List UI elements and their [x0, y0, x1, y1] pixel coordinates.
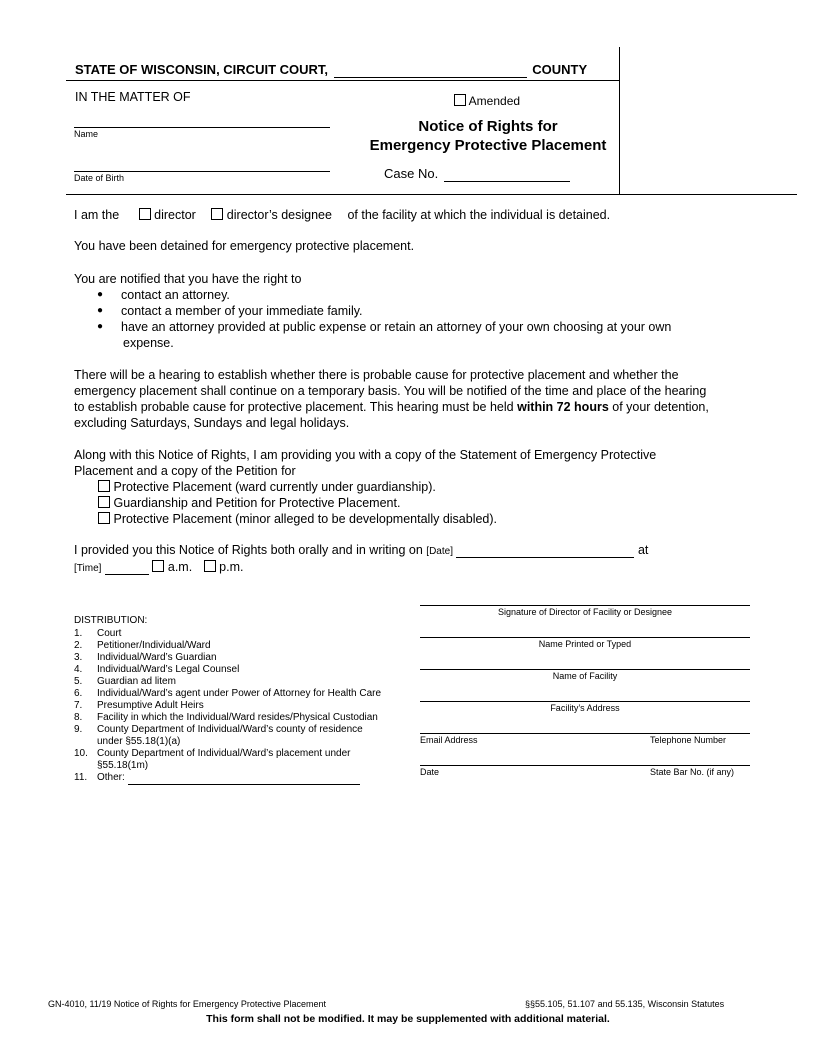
- hearing-deadline: within 72 hours: [517, 400, 609, 414]
- protective-placement-minor-checkbox[interactable]: [98, 512, 110, 524]
- hearing-line-4: excluding Saturdays, Sundays and legal holidays.: [74, 416, 350, 430]
- title-line-2: Emergency Protective Placement: [369, 137, 607, 154]
- date-bar-field[interactable]: [420, 765, 750, 766]
- rights-item: ● have an attorney provided at public expense or retain an attorney of your own choosing at your own: [97, 320, 672, 334]
- designee-label: director’s designee: [226, 208, 332, 222]
- provided-text: I provided you this Notice of Rights both orally and in writing on: [74, 543, 423, 557]
- at-label: at: [637, 543, 649, 557]
- distribution-list: [74, 615, 414, 785]
- detained-text: You have been detained for emergency protective placement.: [74, 239, 415, 253]
- county-label: COUNTY: [532, 62, 588, 77]
- name-field[interactable]: [74, 127, 330, 128]
- amended-option: [454, 94, 520, 108]
- signature-field[interactable]: [420, 605, 750, 606]
- petition-option: Protective Placement (minor alleged to be developmentally disabled).: [74, 511, 656, 527]
- distribution-item: 7. Presumptive Adult Heirs: [74, 700, 204, 711]
- title-line-1: Notice of Rights for: [418, 118, 558, 135]
- email-label: Email Address: [420, 735, 478, 745]
- footer-notice: This form shall not be modified. It may be supplemented with additional material.: [206, 1013, 610, 1025]
- county-field[interactable]: [334, 62, 527, 78]
- i-am-the-label: I am the: [74, 208, 120, 222]
- name-printed-field[interactable]: [420, 637, 750, 638]
- email-phone-field[interactable]: [420, 733, 750, 734]
- date-bracket-label: [Date]: [426, 546, 453, 557]
- dob-field[interactable]: [74, 171, 330, 172]
- role-line: [74, 208, 610, 222]
- am-checkbox[interactable]: [152, 560, 164, 572]
- director-label: director: [154, 208, 196, 222]
- am-label: a.m.: [167, 560, 193, 574]
- facility-address-label: Facility’s Address: [550, 703, 620, 713]
- facility-name-field[interactable]: [420, 669, 750, 670]
- protective-placement-ward-checkbox[interactable]: [98, 480, 110, 492]
- distribution-item: 3. Individual/Ward’s Guardian: [74, 652, 217, 663]
- name-printed-label: Name Printed or Typed: [538, 639, 632, 649]
- footer-statutes: §§55.105, 51.107 and 55.135, Wisconsin Statutes: [525, 999, 725, 1009]
- in-matter-label: IN THE MATTER OF: [75, 90, 191, 104]
- distribution-item: 1. Court: [74, 628, 122, 639]
- hearing-line-3: to establish probable cause for protective placement. This hearing must be held within 72 hours of your detention,: [74, 400, 709, 414]
- guardianship-checkbox[interactable]: [98, 496, 110, 508]
- distribution-heading: DISTRIBUTION:: [74, 615, 148, 626]
- form-title: [350, 117, 626, 155]
- distribution-item: 8. Facility in which the Individual/Ward resides/Physical Custodian: [74, 712, 378, 723]
- other-field[interactable]: [128, 772, 360, 785]
- hearing-paragraph: [74, 367, 709, 431]
- distribution-item: 6. Individual/Ward’s agent under Power of Attorney for Health Care: [74, 688, 382, 699]
- time-line: [74, 560, 243, 575]
- distribution-item: §55.18(1m): [97, 760, 149, 771]
- caption-rule: [66, 80, 619, 81]
- petition-option: Guardianship and Petition for Protective Placement.: [74, 495, 656, 511]
- rights-lead: You are notified that you have the right to: [74, 272, 302, 286]
- distribution-item: 5. Guardian ad litem: [74, 676, 176, 687]
- provided-date-field[interactable]: [456, 543, 634, 558]
- copies-line-1: Along with this Notice of Rights, I am providing you with a copy of the Statement of Emergency Protective: [74, 448, 657, 462]
- rights-item: ● contact a member of your immediate family.: [97, 304, 363, 318]
- designee-checkbox[interactable]: [211, 208, 223, 220]
- facility-text: of the facility at which the individual is detained.: [347, 208, 611, 222]
- facility-name-label: Name of Facility: [552, 671, 618, 681]
- director-checkbox[interactable]: [139, 208, 151, 220]
- copies-line-2: Placement and a copy of the Petition for: [74, 464, 296, 478]
- case-no: [384, 166, 570, 182]
- case-no-label: Case No.: [384, 166, 439, 181]
- case-no-field[interactable]: [444, 166, 570, 182]
- state-court-label: STATE OF WISCONSIN, CIRCUIT COURT,: [75, 62, 329, 77]
- rights-section: [74, 271, 754, 351]
- header-bottom-rule: [66, 194, 797, 195]
- amended-label: Amended: [468, 94, 521, 108]
- rights-item: ● contact an attorney.: [97, 288, 230, 302]
- provided-line: [74, 543, 648, 558]
- dob-label: Date of Birth: [74, 173, 125, 183]
- amended-checkbox[interactable]: [454, 94, 466, 106]
- pm-checkbox[interactable]: [204, 560, 216, 572]
- hearing-line-2: emergency placement shall continue on a temporary basis. You will be notified of the time and place of the hearing: [74, 384, 707, 398]
- signature-label: Signature of Director of Facility or Designee: [497, 607, 673, 617]
- footer-form-id: GN-4010, 11/19 Notice of Rights for Emergency Protective Placement: [48, 999, 326, 1009]
- distribution-item: 9. County Department of Individual/Ward’s county of residence: [74, 724, 363, 735]
- distribution-item-other: 11. Other:: [74, 772, 414, 785]
- distribution-item: 10. County Department of Individual/Ward’s placement under: [74, 748, 351, 759]
- distribution-item: 4. Individual/Ward’s Legal Counsel: [74, 664, 240, 675]
- provided-time-field[interactable]: [105, 560, 149, 575]
- rights-item-continued: expense.: [123, 336, 174, 350]
- court-caption: [75, 62, 587, 78]
- petition-option: Protective Placement (ward currently under guardianship).: [74, 479, 656, 495]
- hearing-line-1: There will be a hearing to establish whether there is probable cause for protective placement and whether the: [74, 368, 679, 382]
- distribution-item: 2. Petitioner/Individual/Ward: [74, 640, 211, 651]
- facility-address-field[interactable]: [420, 701, 750, 702]
- name-label: Name: [74, 129, 99, 139]
- phone-label: Telephone Number: [650, 735, 727, 745]
- bar-label: State Bar No. (if any): [650, 767, 735, 777]
- time-bracket-label: [Time]: [74, 563, 102, 574]
- copies-paragraph: [74, 447, 656, 527]
- date-label: Date: [420, 767, 440, 777]
- pm-label: p.m.: [219, 560, 244, 574]
- distribution-item: under §55.18(1)(a): [97, 736, 181, 747]
